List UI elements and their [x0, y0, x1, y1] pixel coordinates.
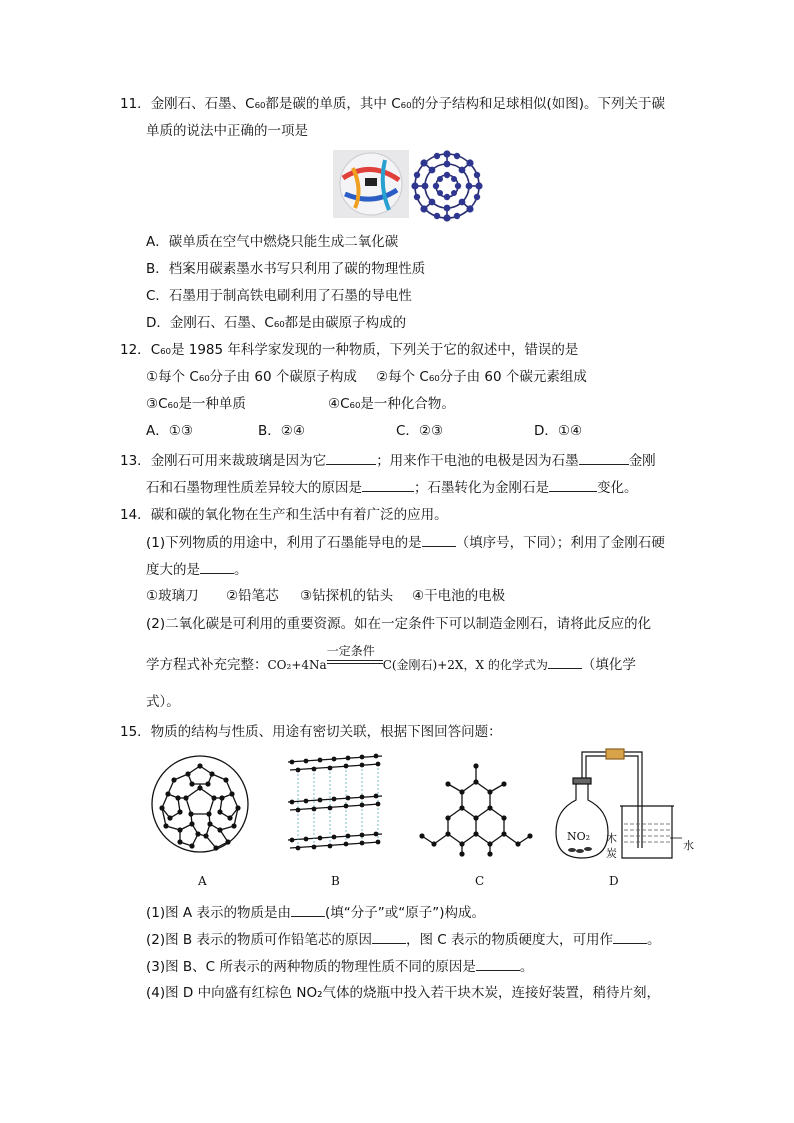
q14-part1-line1	[146, 532, 665, 553]
q12-option-a: A．①③	[146, 423, 193, 439]
q15-blank-3[interactable]	[613, 929, 647, 944]
figure-d-charcoal-label-2: 炭	[606, 847, 617, 860]
q13-blank-4[interactable]	[549, 477, 597, 492]
q15-sub3	[146, 956, 533, 977]
q14-item-1: ①玻璃刀	[146, 588, 199, 604]
q11-option-d: D．金刚石、石墨、C₆₀都是由碳原子构成的	[146, 315, 407, 331]
q14-part1-text-a: (1)下列物质的用途中，利用了石墨能导电的是	[146, 535, 422, 551]
q15-sub3-text-a: (3)图 B、C 所表示的两种物质的物理性质不同的原因是	[146, 959, 476, 975]
q13-number: 13．	[120, 453, 151, 469]
q12-option-b: B．②④	[258, 423, 305, 439]
q14-number: 14．	[120, 507, 151, 523]
q14-stem-text: 碳和碳的氧化物在生产和生活中有着广泛的应用。	[150, 507, 448, 523]
q15-number: 15．	[120, 724, 151, 740]
q11-stem-line1	[120, 94, 665, 114]
football-image	[333, 150, 409, 218]
q14-part1-text-b: （填序号，下同）；利用了金刚石硬	[455, 535, 665, 551]
q12-option-d: D．①④	[534, 423, 583, 439]
q14-part2-text-c: （填化学	[581, 657, 636, 673]
q14-blank-2[interactable]	[200, 559, 234, 574]
q11-number: 11．	[120, 96, 151, 112]
q12-stem	[120, 340, 578, 360]
q12-statement-3: ③C₆₀是一种单质	[146, 396, 246, 412]
q15-sub2-text-b: ，图 C 表示的物质硬度大，可用作	[405, 932, 613, 948]
q13-blank-3[interactable]	[362, 477, 414, 492]
q14-part1-text-c: 度大的是	[146, 562, 200, 578]
q14-equation-right: C(金刚石)+2X，X 的化学式为	[382, 658, 548, 672]
q12-option-c: C．②③	[396, 423, 444, 439]
q12-stem-text: C₆₀是 1985 年科学家发现的一种物质，下列关于它的叙述中，错误的是	[150, 342, 579, 358]
q14-part2-text-b: 学方程式补充完整：	[146, 657, 268, 673]
figure-b-graphite-structure	[284, 750, 386, 858]
q11-stem-line2: 单质的说法中正确的一项是	[146, 123, 308, 139]
q15-sub1-text-a: (1)图 A 表示的物质是由	[146, 905, 291, 921]
q13-text-5: ；石墨转化为金刚石是	[414, 480, 549, 496]
figure-d-apparatus	[552, 744, 692, 864]
q14-item-2: ②铅笔芯	[226, 588, 279, 604]
q14-item-4: ④干电池的电极	[412, 588, 506, 604]
q13-line2	[146, 477, 638, 498]
q12-statement-1: ①每个 C₆₀分子由 60 个碳原子构成	[146, 369, 357, 385]
q12-number: 12．	[120, 342, 151, 358]
q14-part1-text-d: 。	[234, 562, 248, 578]
q11-option-a: A．碳单质在空气中燃烧只能生成二氧化碳	[146, 234, 399, 250]
q15-sub2	[146, 929, 660, 950]
c60-molecule-image	[407, 148, 487, 224]
q13-text-6: 变化。	[597, 480, 638, 496]
figure-c-diamond-structure	[418, 760, 536, 858]
q14-equation-left: CO₂+4Na	[267, 658, 327, 672]
q15-blank-4[interactable]	[476, 956, 520, 971]
q14-item-3: ③钻探机的钻头	[300, 588, 394, 604]
q14-part2-line2	[146, 644, 636, 675]
q15-sub3-text-b: 。	[519, 959, 534, 975]
q12-statement-4: ④C₆₀是一种化合物。	[328, 396, 455, 412]
q14-part2-line1: (2)二氧化碳是可利用的重要资源。如在一定条件下可以制造金刚石，请将此反应的化	[146, 616, 652, 632]
q13-blank-2[interactable]	[579, 450, 629, 465]
figure-b-label: B	[331, 874, 340, 888]
q13-text-3: 金刚	[628, 453, 656, 469]
q13-blank-1[interactable]	[326, 450, 376, 465]
q11-option-b: B．档案用碳素墨水书写只利用了碳的物理性质	[146, 261, 426, 277]
figure-c-label: C	[475, 874, 485, 888]
q13-text-4: 石和石墨物理性质差异较大的原因是	[146, 480, 362, 496]
q15-sub1	[146, 902, 485, 923]
q13-text-2: ；用来作干电池的电极是因为石墨	[376, 453, 579, 469]
q14-blank-1[interactable]	[422, 532, 456, 547]
figure-d-label: D	[609, 874, 619, 888]
figure-d-flask-label: NO₂	[567, 830, 591, 843]
figure-a-c60-structure	[148, 752, 252, 856]
figure-a-label: A	[198, 874, 207, 888]
q14-stem	[120, 505, 448, 525]
figure-d-water-label: 水	[683, 839, 694, 852]
q14-equation-condition: 一定条件	[326, 644, 375, 658]
q14-blank-3[interactable]	[548, 654, 582, 669]
q14-part2-line3: 式）。	[146, 694, 180, 710]
q15-stem	[120, 722, 502, 742]
q13-line1	[120, 450, 656, 471]
q15-sub1-text-b: (填“分子”或“原子”)构成。	[324, 905, 485, 921]
q11-stem-text: 金刚石、石墨、C₆₀都是碳的单质，其中 C₆₀的分子结构和足球相似(如图)。下列关于碳	[150, 96, 666, 112]
q15-blank-2[interactable]	[372, 929, 406, 944]
figure-d-charcoal-label-1: 木	[606, 832, 617, 845]
q15-sub2-text-a: (2)图 B 表示的物质可作铅笔芯的原因	[146, 932, 372, 948]
q15-sub4: (4)图 D 中向盛有红棕色 NO₂气体的烧瓶中投入若干块木炭，连接好装置，稍待片刻，	[146, 985, 661, 1001]
q12-statement-2: ②每个 C₆₀分子由 60 个碳元素组成	[376, 369, 587, 385]
q15-sub2-text-c: 。	[646, 932, 661, 948]
q14-equation-arrow	[326, 644, 383, 669]
q15-stem-text: 物质的结构与性质、用途有密切关联，根据下图回答问题：	[150, 724, 502, 740]
q15-blank-1[interactable]	[291, 902, 325, 917]
q11-option-c: C．石墨用于制高铁电刷利用了石墨的导电性	[146, 288, 412, 304]
q13-text-1: 金刚石可用来裁玻璃是因为它	[150, 453, 327, 469]
q14-part1-line2	[146, 559, 248, 580]
